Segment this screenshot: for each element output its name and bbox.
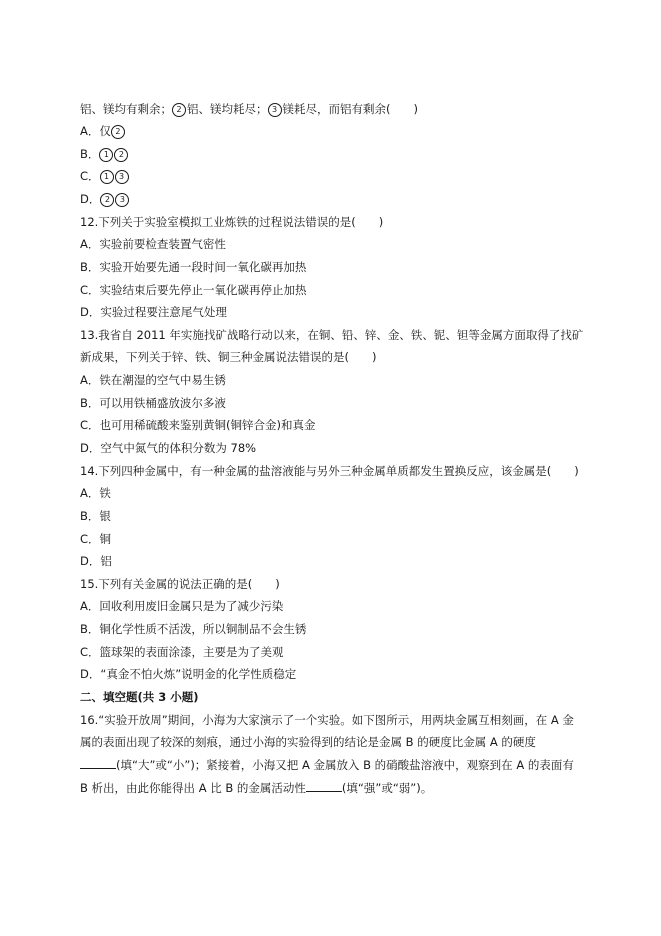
circled-number: 2 <box>114 148 128 162</box>
q15-option-a: A．回收利用废旧金属只是为了减少污染 <box>80 599 284 613</box>
q15-stem: 15.下列有关金属的说法正确的是( ) <box>80 577 280 591</box>
q13-stem-line2: 新成果，下列关于锌、铁、铜三种金属说法错误的是( ) <box>80 350 377 364</box>
circled-number: 3 <box>115 193 129 207</box>
q16-line4: B 析出，由此你能得出 A 比 B 的金属活动性 (填“强”或“弱”)。 <box>80 781 433 795</box>
q14-option-a: A．铁 <box>80 486 111 500</box>
q14-option-d: D．铝 <box>80 554 112 568</box>
q16-line1: 16.“实验开放周”期间，小海为大家演示了一个实验。如下图所示，用两块金属互相刻画，在 A 金 <box>80 713 574 727</box>
q13-option-c: C．也可用稀硫酸来鉴别黄铜(铜锌合金)和真金 <box>80 418 316 432</box>
circled-number: 3 <box>268 103 282 117</box>
prev-option-a: A．仅 2 <box>80 123 126 139</box>
prev-question-line: 铝、镁均有剩余； 2 铝、镁均耗尽； 3 镁耗尽，而铝有剩余( ) <box>80 102 418 116</box>
prev-option-d: D． 2 3 <box>80 191 130 207</box>
q12-option-c: C．实验结束后要先停止一氧化碳再停止加热 <box>80 283 307 297</box>
q15-option-c: C．篮球架的表面涂漆，主要是为了美观 <box>80 645 284 659</box>
q12-stem: 12.下列关于实验室模拟工业炼铁的过程说法错误的是( ) <box>80 215 384 229</box>
circled-number: 2 <box>111 125 125 139</box>
circled-number: 1 <box>99 148 113 162</box>
q15-option-d: D．“真金不怕火炼”说明金的化学性质稳定 <box>80 667 297 681</box>
q13-stem-line1: 13.我省自 2011 年实施找矿战略行动以来，在铜、铅、锌、金、铁、铌、钽等金属方面取得了找矿 <box>80 328 584 342</box>
q16-line3: (填“大”或“小”)；紧接着，小海又把 A 金属放入 B 的硝酸盐溶液中，观察到在 A 的表面有 <box>80 757 574 773</box>
prev-option-b: B． 1 2 <box>80 146 129 162</box>
prev-option-c: C． 1 3 <box>80 168 130 184</box>
section-heading: 二、填空题(共 3 小题) <box>80 690 199 704</box>
q13-option-d: D．空气中氮气的体积分数为 78% <box>80 441 257 455</box>
q13-option-b: B．可以用铁桶盛放波尔多液 <box>80 396 226 410</box>
q12-option-a: A．实验前要检查装置气密性 <box>80 237 226 251</box>
q14-stem: 14.下列四种金属中，有一种金属的盐溶液能与另外三种金属单质都发生置换反应，该金属是( ) <box>80 464 579 478</box>
q14-option-c: C．铜 <box>80 532 112 546</box>
q14-option-b: B．银 <box>80 509 111 523</box>
circled-number: 2 <box>100 193 114 207</box>
q12-option-b: B．实验开始要先通一段时间一氧化碳再加热 <box>80 260 307 274</box>
circled-number: 2 <box>172 103 186 117</box>
q13-option-a: A．铁在潮湿的空气中易生锈 <box>80 373 226 387</box>
q16-line2: 属的表面出现了较深的刻痕，通过小海的实验得到的结论是金属 B 的硬度比金属 A 的硬度 <box>80 735 536 749</box>
circled-number: 1 <box>100 170 114 184</box>
q12-option-d: D．实验过程要注意尾气处理 <box>80 305 227 319</box>
answer-blank <box>80 757 116 769</box>
circled-number: 3 <box>115 170 129 184</box>
answer-blank <box>306 780 342 792</box>
q15-option-b: B．铜化学性质不活泼，所以铜制品不会生锈 <box>80 622 307 636</box>
